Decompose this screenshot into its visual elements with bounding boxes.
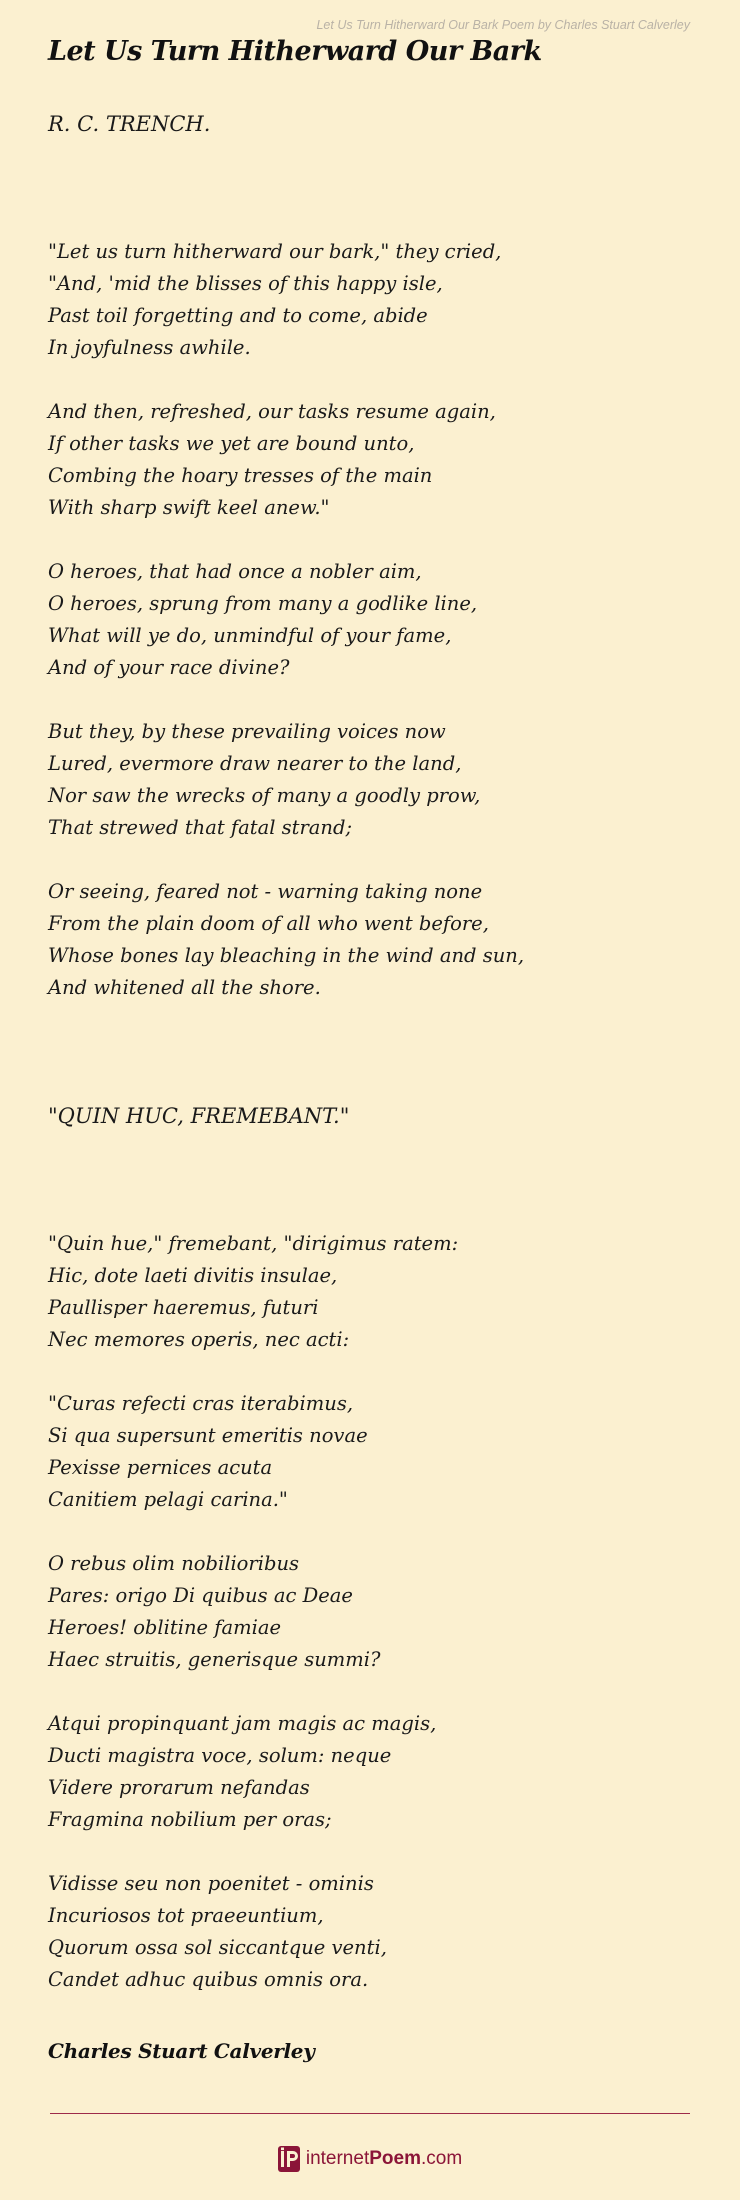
- stanza-gap: [48, 1356, 698, 1388]
- stanza-gap: [48, 1004, 698, 1036]
- poem-line: Haec struitis, generisque summi?: [48, 1648, 381, 1671]
- stanza-gap: [48, 844, 698, 876]
- poem-line: From the plain doom of all who went before,: [48, 912, 489, 935]
- poem-line: Paullisper haeremus, futuri: [48, 1296, 319, 1319]
- poem-line: Si qua supersunt emeritis novae: [48, 1424, 368, 1447]
- stanza-gap: [48, 524, 698, 556]
- logo-text-poem: Poem: [369, 2148, 421, 2169]
- poem-line: "And, 'mid the blisses of this happy isle,: [48, 272, 443, 295]
- poem-line: That strewed that fatal strand;: [48, 816, 353, 839]
- poem-line: Pares: origo Di quibus ac Deae: [48, 1584, 353, 1607]
- footer-divider: [50, 2113, 690, 2114]
- poem-line: And whitened all the shore.: [48, 976, 321, 999]
- poem-line: Lured, evermore draw nearer to the land,: [48, 752, 462, 775]
- poem-line: Nor saw the wrecks of many a goodly prow,: [48, 784, 481, 807]
- poem-line: Canitiem pelagi carina.": [48, 1488, 288, 1511]
- poem-line: Or seeing, feared not - warning taking none: [48, 880, 483, 903]
- stanza-gap: [48, 140, 698, 172]
- stanza-gap: [48, 684, 698, 716]
- poem-line: Ducti magistra voce, solum: neque: [48, 1744, 392, 1767]
- stanza-gap: [48, 1164, 698, 1196]
- poem-line: Atqui propinquant jam magis ac magis,: [48, 1712, 437, 1735]
- poem-line: Past toil forgetting and to come, abide: [48, 304, 428, 327]
- logo-text-internet: internet: [305, 2148, 370, 2169]
- poem-line: R. C. TRENCH.: [48, 112, 211, 136]
- stanza-gap: [48, 1068, 698, 1100]
- poem-line: But they, by these prevailing voices now: [48, 720, 446, 743]
- stanza-gap: [48, 172, 698, 204]
- stanza-gap: [48, 1676, 698, 1708]
- poem-line: With sharp swift keel anew.": [48, 496, 330, 519]
- poem-line: And of your race divine?: [48, 656, 290, 679]
- poem-line: Pexisse pernices acuta: [48, 1456, 273, 1479]
- poem-line: "Curas refecti cras iterabimus,: [48, 1392, 354, 1415]
- poem-line: Combing the hoary tresses of the main: [48, 464, 433, 487]
- poem-author[interactable]: Charles Stuart Calverley: [48, 2039, 315, 2063]
- poem-line: "QUIN HUC, FREMEBANT.": [48, 1104, 350, 1128]
- stanza-gap: [48, 1836, 698, 1868]
- poem-line: Heroes! oblitine famiae: [48, 1616, 281, 1639]
- ip-logo-icon: [278, 2146, 300, 2172]
- poem-line: Hic, dote laeti divitis insulae,: [48, 1264, 338, 1287]
- poem-line: Vidisse seu non poenitet - ominis: [48, 1872, 374, 1895]
- stanza-gap: [48, 1132, 698, 1164]
- poem-line: Whose bones lay bleaching in the wind and sun,: [48, 944, 525, 967]
- poem-line: "Quin hue," fremebant, "dirigimus ratem:: [48, 1232, 459, 1255]
- poem-line: What will ye do, unmindful of your fame,: [48, 624, 452, 647]
- poem-line: And then, refreshed, our tasks resume again,: [48, 400, 496, 423]
- poem-line: Candet adhuc quibus omnis ora.: [48, 1968, 369, 1991]
- poem-title: Let Us Turn Hitherward Our Bark: [48, 36, 542, 67]
- poem-line: Quorum ossa sol siccantque venti,: [48, 1936, 387, 1959]
- logo-text-domain: .com: [420, 2148, 463, 2169]
- poem-line: If other tasks we yet are bound unto,: [48, 432, 415, 455]
- poem-line: "Let us turn hitherward our bark," they cried,: [48, 240, 502, 263]
- poem-line: In joyfulness awhile.: [48, 336, 251, 359]
- poem-line: O heroes, that had once a nobler aim,: [48, 560, 422, 583]
- poem-body: [48, 108, 698, 1996]
- site-logo[interactable]: [0, 2146, 740, 2172]
- poem-line: Nec memores operis, nec acti:: [48, 1328, 350, 1351]
- poem-line: O heroes, sprung from many a godlike line,: [48, 592, 478, 615]
- stanza-gap: [48, 204, 698, 236]
- stanza-gap: [48, 1036, 698, 1068]
- poem-line: Videre prorarum nefandas: [48, 1776, 310, 1799]
- poem-line: Incuriosos tot praeeuntium,: [48, 1904, 324, 1927]
- poem-line: O rebus olim nobilioribus: [48, 1552, 300, 1575]
- stanza-gap: [48, 1196, 698, 1228]
- stanza-gap: [48, 1516, 698, 1548]
- poem-line: Fragmina nobilium per oras;: [48, 1808, 332, 1831]
- stanza-gap: [48, 364, 698, 396]
- page-header-caption: Let Us Turn Hitherward Our Bark Poem by Charles Stuart Calverley: [316, 18, 690, 32]
